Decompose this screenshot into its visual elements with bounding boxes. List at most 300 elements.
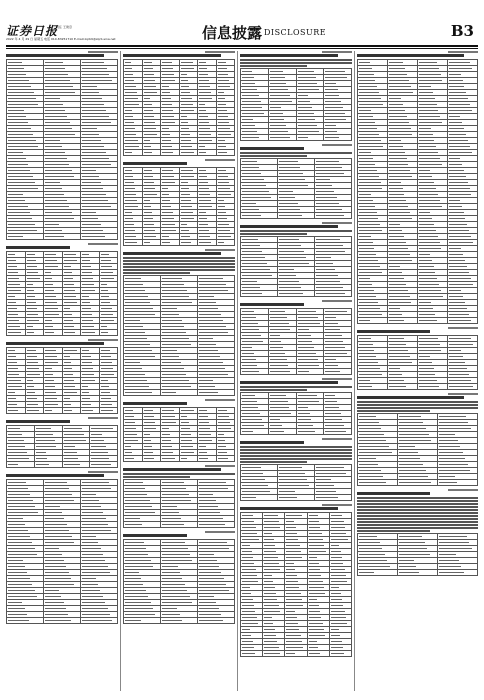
- cell-text: [125, 152, 132, 153]
- cell-text: [449, 128, 464, 129]
- cell-text: [270, 311, 285, 312]
- cell-text: [242, 395, 255, 396]
- cell-text: [298, 353, 316, 354]
- table-row: [241, 135, 352, 141]
- text-line: [357, 497, 478, 499]
- table-cell: [448, 384, 478, 390]
- cell-text: [181, 146, 193, 147]
- table-cell: [124, 618, 161, 624]
- cell-text: [8, 530, 28, 531]
- cell-text: [199, 80, 209, 81]
- cell-text: [199, 422, 209, 423]
- cell-text: [45, 572, 69, 573]
- cell-text: [218, 104, 226, 105]
- cell-text: [309, 521, 319, 522]
- cell-text: [101, 308, 112, 309]
- cell-text: [286, 617, 296, 618]
- table-cell: [268, 429, 296, 435]
- cell-text: [309, 635, 326, 636]
- cell-text: [242, 179, 264, 180]
- section-title-english: DISCLOSURE: [264, 28, 327, 37]
- cell-text: [36, 440, 55, 441]
- cell-text: [218, 86, 231, 87]
- cell-text: [316, 497, 338, 498]
- cell-text: [82, 506, 101, 507]
- cell-text: [8, 98, 36, 99]
- table-cell: [216, 456, 235, 462]
- text-line: [240, 59, 352, 61]
- cell-text: [286, 539, 298, 540]
- cell-text: [125, 488, 145, 489]
- text-line: [123, 266, 235, 268]
- cell-text: [389, 362, 412, 363]
- cell-text: [64, 452, 77, 453]
- table-cell: [81, 618, 118, 624]
- text-line: [123, 272, 190, 274]
- cell-text: [27, 284, 33, 285]
- cell-text: [199, 380, 213, 381]
- cell-text: [279, 167, 300, 168]
- cell-text: [162, 212, 173, 213]
- cell-text: [8, 398, 16, 399]
- cell-text: [449, 98, 468, 99]
- cell-text: [125, 560, 151, 561]
- cell-text: [286, 599, 302, 600]
- text-line: [357, 521, 478, 523]
- cell-text: [125, 566, 153, 567]
- cell-text: [8, 308, 17, 309]
- cell-text: [309, 629, 324, 630]
- column-divider: [237, 51, 238, 691]
- cell-text: [325, 101, 341, 102]
- table-row: [124, 150, 235, 156]
- cell-text: [91, 440, 104, 441]
- table-cell: [448, 318, 478, 324]
- cell-text: [144, 62, 152, 63]
- cell-text: [359, 386, 372, 387]
- cell-text: [101, 326, 108, 327]
- cell-text: [125, 554, 148, 555]
- cell-text: [181, 194, 190, 195]
- cell-text: [242, 653, 255, 654]
- cell-text: [286, 605, 303, 606]
- editor-line: 责任 王建章: [56, 25, 72, 29]
- cell-text: [82, 548, 101, 549]
- cell-text: [125, 98, 138, 99]
- cell-text: [45, 500, 74, 501]
- cell-text: [64, 446, 75, 447]
- cell-text: [45, 74, 68, 75]
- cell-text: [309, 623, 323, 624]
- cell-text: [162, 152, 173, 153]
- table-cell: [388, 384, 418, 390]
- table-cell: [315, 213, 352, 219]
- cell-text: [8, 434, 22, 435]
- cell-text: [242, 257, 265, 258]
- text-line: [357, 503, 478, 505]
- cell-text: [125, 296, 148, 297]
- cell-text: [242, 533, 257, 534]
- table-row: [7, 408, 118, 414]
- cell-text: [45, 392, 56, 393]
- cell-text: [449, 176, 466, 177]
- cell-text: [181, 206, 192, 207]
- cell-text: [64, 290, 75, 291]
- table-cell: [324, 369, 352, 375]
- cell-text: [27, 266, 38, 267]
- cell-text: [389, 134, 412, 135]
- table-cell: [398, 480, 438, 486]
- cell-text: [309, 611, 320, 612]
- cell-text: [162, 386, 191, 387]
- cell-text: [389, 356, 410, 357]
- cell-text: [144, 146, 152, 147]
- cell-text: [181, 440, 192, 441]
- cell-text: [162, 512, 179, 513]
- cell-text: [64, 308, 71, 309]
- cell-text: [82, 518, 106, 519]
- table-cell: [198, 240, 217, 246]
- cell-text: [8, 290, 21, 291]
- cell-text: [449, 296, 463, 297]
- cell-text: [82, 482, 109, 483]
- cell-text: [389, 344, 406, 345]
- newspaper-logo: 证券日报: [6, 24, 59, 38]
- cell-text: [242, 527, 256, 528]
- announcement-code: [448, 327, 478, 329]
- cell-text: [419, 122, 442, 123]
- cell-text: [8, 572, 27, 573]
- announcement-heading: [6, 420, 70, 423]
- cell-text: [101, 368, 114, 369]
- cell-text: [325, 71, 345, 72]
- cell-text: [125, 506, 152, 507]
- cell-text: [82, 332, 95, 333]
- cell-text: [218, 116, 229, 117]
- cell-text: [279, 203, 298, 204]
- cell-text: [162, 584, 185, 585]
- cell-text: [199, 290, 228, 291]
- cell-text: [316, 485, 334, 486]
- cell-text: [419, 170, 430, 171]
- cell-text: [144, 128, 156, 129]
- cell-text: [144, 140, 151, 141]
- cell-text: [389, 224, 400, 225]
- cell-text: [331, 623, 348, 624]
- cell-text: [45, 374, 53, 375]
- cell-text: [449, 308, 467, 309]
- cell-text: [125, 596, 148, 597]
- announcement-table: [240, 308, 352, 375]
- cell-text: [82, 182, 101, 183]
- cell-text: [8, 464, 18, 465]
- cell-text: [419, 158, 440, 159]
- cell-text: [8, 332, 21, 333]
- cell-text: [316, 245, 343, 246]
- table-cell: [285, 651, 307, 657]
- cell-text: [242, 425, 264, 426]
- cell-text: [279, 161, 298, 162]
- cell-text: [218, 188, 230, 189]
- cell-text: [242, 497, 256, 498]
- cell-text: [264, 617, 272, 618]
- cell-text: [144, 416, 155, 417]
- cell-text: [82, 152, 106, 153]
- cell-text: [125, 116, 133, 117]
- cell-text: [144, 74, 154, 75]
- cell-text: [399, 572, 419, 573]
- cell-text: [298, 113, 314, 114]
- cell-text: [389, 230, 402, 231]
- text-line: [357, 407, 478, 409]
- cell-text: [8, 212, 30, 213]
- cell-text: [162, 320, 182, 321]
- cell-text: [242, 125, 255, 126]
- cell-text: [389, 182, 401, 183]
- cell-text: [125, 146, 139, 147]
- cell-text: [27, 254, 36, 255]
- announcement-block: [357, 51, 478, 324]
- cell-text: [298, 329, 309, 330]
- cell-text: [45, 182, 60, 183]
- table-cell: [358, 318, 388, 324]
- cell-text: [125, 68, 132, 69]
- cell-text: [82, 362, 92, 363]
- cell-text: [279, 245, 301, 246]
- cell-text: [27, 326, 33, 327]
- cell-text: [419, 200, 440, 201]
- cell-text: [101, 392, 110, 393]
- cell-text: [162, 572, 180, 573]
- cell-text: [359, 218, 378, 219]
- cell-text: [27, 410, 39, 411]
- cell-text: [439, 554, 456, 555]
- cell-text: [449, 182, 468, 183]
- cell-text: [264, 521, 279, 522]
- cell-text: [359, 302, 378, 303]
- cell-text: [359, 554, 385, 555]
- cell-text: [439, 416, 466, 417]
- text-line: [357, 530, 430, 532]
- cell-text: [316, 185, 332, 186]
- announcement-code: [205, 249, 235, 251]
- cell-text: [359, 248, 374, 249]
- cell-text: [449, 170, 464, 171]
- cell-text: [27, 302, 37, 303]
- cell-text: [144, 122, 155, 123]
- cell-text: [162, 488, 186, 489]
- cell-text: [162, 380, 189, 381]
- cell-text: [8, 134, 33, 135]
- announcement-code: [205, 531, 235, 533]
- cell-text: [359, 446, 389, 447]
- cell-text: [309, 533, 322, 534]
- cell-text: [309, 581, 323, 582]
- cell-text: [279, 197, 295, 198]
- cell-text: [325, 119, 346, 120]
- cell-text: [199, 512, 220, 513]
- cell-text: [199, 194, 210, 195]
- cell-text: [298, 359, 318, 360]
- cell-text: [181, 80, 189, 81]
- cell-text: [181, 458, 188, 459]
- cell-text: [419, 260, 432, 261]
- cell-text: [298, 89, 320, 90]
- cell-text: [242, 545, 250, 546]
- cell-text: [8, 608, 25, 609]
- cell-text: [125, 302, 150, 303]
- table-row: [7, 234, 118, 240]
- cell-text: [8, 350, 15, 351]
- cell-text: [8, 506, 35, 507]
- cell-text: [331, 527, 345, 528]
- cell-text: [218, 110, 227, 111]
- text-line: [240, 65, 307, 67]
- cell-text: [64, 314, 72, 315]
- text-line: [240, 233, 307, 235]
- cell-text: [199, 218, 207, 219]
- cell-text: [125, 140, 138, 141]
- cell-text: [125, 602, 151, 603]
- cell-text: [242, 239, 258, 240]
- cell-text: [162, 614, 180, 615]
- cell-text: [325, 323, 338, 324]
- cell-text: [199, 518, 223, 519]
- cell-text: [242, 131, 257, 132]
- cell-text: [82, 524, 108, 525]
- cell-text: [419, 380, 437, 381]
- cell-text: [8, 500, 33, 501]
- cell-text: [125, 236, 136, 237]
- announcement-block: [6, 243, 118, 336]
- cell-text: [82, 62, 104, 63]
- text-line: [240, 152, 352, 154]
- cell-text: [389, 122, 409, 123]
- table-cell: [358, 570, 398, 576]
- cell-text: [439, 440, 458, 441]
- cell-text: [82, 128, 97, 129]
- cell-text: [125, 518, 140, 519]
- announcement-table: [357, 335, 478, 390]
- cell-text: [331, 581, 348, 582]
- cell-text: [359, 194, 371, 195]
- cell-text: [449, 152, 472, 153]
- cell-text: [82, 230, 103, 231]
- table-cell: [25, 408, 44, 414]
- cell-text: [242, 245, 260, 246]
- cell-text: [286, 587, 299, 588]
- cell-text: [286, 653, 295, 654]
- announcement-block: [6, 471, 118, 624]
- cell-text: [286, 641, 302, 642]
- cell-text: [419, 104, 437, 105]
- cell-text: [359, 152, 371, 153]
- cell-text: [389, 74, 407, 75]
- cell-text: [45, 404, 58, 405]
- cell-text: [8, 224, 35, 225]
- cell-text: [82, 170, 96, 171]
- cell-text: [64, 410, 73, 411]
- cell-text: [82, 254, 89, 255]
- announcement-block: [240, 378, 352, 435]
- cell-text: [331, 617, 346, 618]
- cell-text: [199, 278, 223, 279]
- cell-text: [331, 545, 340, 546]
- cell-text: [8, 74, 26, 75]
- cell-text: [162, 140, 171, 141]
- cell-text: [8, 80, 29, 81]
- cell-text: [181, 218, 195, 219]
- cell-text: [64, 332, 75, 333]
- cell-text: [8, 392, 15, 393]
- cell-text: [144, 458, 155, 459]
- cell-text: [199, 308, 218, 309]
- cell-text: [181, 188, 189, 189]
- cell-text: [8, 602, 22, 603]
- cell-text: [399, 434, 429, 435]
- cell-text: [419, 176, 432, 177]
- cell-text: [279, 173, 303, 174]
- cell-text: [199, 482, 226, 483]
- announcement-block: [357, 393, 478, 486]
- cell-text: [101, 284, 108, 285]
- cell-text: [199, 128, 210, 129]
- cell-text: [8, 482, 26, 483]
- cell-text: [8, 128, 31, 129]
- cell-text: [242, 251, 262, 252]
- cell-text: [309, 539, 323, 540]
- cell-text: [199, 488, 228, 489]
- cell-text: [8, 122, 28, 123]
- cell-text: [242, 623, 258, 624]
- text-line: [357, 401, 478, 403]
- cell-text: [162, 356, 179, 357]
- cell-text: [242, 467, 261, 468]
- cell-text: [359, 362, 378, 363]
- cell-text: [439, 476, 455, 477]
- cell-text: [162, 62, 172, 63]
- cell-text: [419, 128, 431, 129]
- cell-text: [125, 422, 135, 423]
- cell-text: [64, 254, 77, 255]
- cell-text: [181, 200, 191, 201]
- cell-text: [82, 404, 91, 405]
- cell-text: [125, 338, 147, 339]
- cell-text: [82, 218, 98, 219]
- cell-text: [64, 296, 77, 297]
- cell-text: [45, 116, 67, 117]
- cell-text: [45, 482, 67, 483]
- announcement-table: [123, 59, 235, 156]
- cell-text: [242, 539, 259, 540]
- cell-text: [199, 338, 213, 339]
- table-cell: [90, 462, 118, 468]
- announcement-table: [123, 275, 235, 396]
- cell-text: [298, 323, 320, 324]
- table-cell: [307, 651, 329, 657]
- cell-text: [144, 242, 150, 243]
- cell-text: [101, 302, 111, 303]
- cell-text: [199, 584, 226, 585]
- cell-text: [242, 209, 259, 210]
- cell-text: [45, 302, 57, 303]
- cell-text: [449, 212, 464, 213]
- cell-text: [419, 74, 441, 75]
- cell-text: [325, 107, 343, 108]
- cell-text: [45, 350, 56, 351]
- cell-text: [309, 605, 319, 606]
- cell-text: [419, 140, 434, 141]
